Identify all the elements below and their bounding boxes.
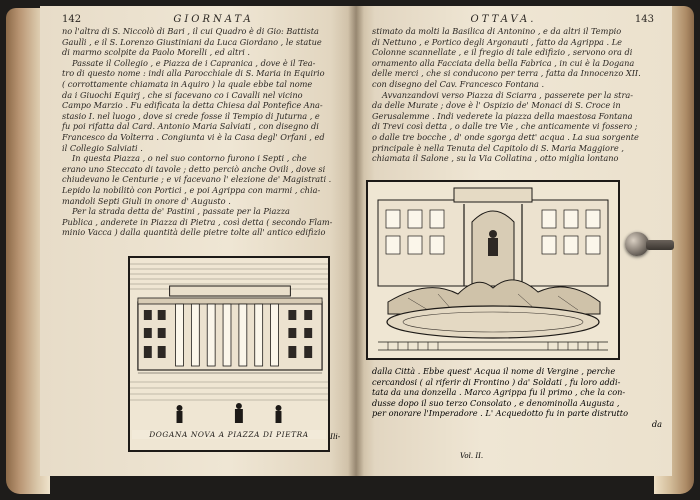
left-line: Passate il Collegio , e Piazza de i Capranica , dove è il Tea-: [72, 57, 316, 68]
right-body-text: [372, 26, 654, 164]
right-line: con disegno del Cav. Francesco Fontana .: [372, 78, 545, 89]
left-line: Lepido la nobilitò con Portici , e poi Agrippa con marmi , chia-: [62, 184, 321, 195]
left-line: Gaulli , e il S. Lorenzo Giustiniani da Luca Giordano , le statue: [62, 36, 322, 47]
right-running-head: [372, 14, 654, 25]
right-line: per onorare l'Imperadore . L' Acquedotto fu in parte distrutto: [372, 408, 629, 419]
left-line: il Collegio Salviati .: [62, 142, 143, 153]
left-line: di marmo scolpite da Paolo Morelli , ed altri .: [62, 47, 251, 58]
left-body-text: [62, 26, 346, 238]
left-line: mandoli Septi Giuli in onore d' Augusto .: [62, 195, 231, 206]
left-head-title: GIORNATA: [173, 14, 254, 25]
right-line: Colonne scannellate , e il fregio di tale edifizio , servono ora di: [372, 47, 633, 58]
right-line: tata da una donzella . Marco Agrippa fu il primo , che la con-: [372, 387, 626, 398]
right-page-number: 143: [634, 14, 654, 25]
right-head-title: OTTAVA.: [470, 14, 537, 25]
right-line: chiamata il Salone , su la Via Collatina , otto miglia lontano: [372, 153, 619, 164]
left-line: fu poi rifatta dal Card. Antonio Maria Salviati , con disegno di: [62, 121, 319, 132]
right-line: stimato da molti la Basilica di Antonino , e da altri il Tempio: [372, 26, 622, 36]
right-line: cercandosi ( al riferir di Frontino ) da' Soldati , fu loro addi-: [372, 376, 621, 387]
left-page-number: 142: [62, 14, 82, 25]
right-line: ornamento alla Facciata della bella Fabrica , in cui è la Dogana: [372, 57, 635, 68]
left-line: tro di questo nome : indi alla Parocchiale di S. Maria in Equirio: [62, 68, 325, 79]
right-line: da: [651, 418, 662, 429]
right-line: dusse dopo il suo terzo Consolato , e denominolla Augusta ,: [372, 397, 620, 408]
left-line: minio Vacca ) dalla quantità delle pietre tolte all' antico edifizio: [62, 227, 326, 238]
left-line: erano uno Steccato di tavole ; detto perciò anche Ovili , dove si: [62, 163, 326, 174]
right-line: da delle Murate ; dove è l' Ospizio de' Monaci di S. Croce in: [372, 100, 621, 111]
right-line: delle merci , che si conducono per terra , fatta da Innocenzo XII.: [372, 68, 641, 79]
left-line: da i Giuochi Equirj , che si facevano co i Cavalli nel vicino: [62, 89, 303, 100]
woodcut-dogana-illustration: [128, 256, 330, 452]
right-signature-mark: Vol. II.: [460, 452, 484, 460]
left-line: stasio I. nel luogo , dove si crede fosse il Tempio di Juturna , e: [62, 110, 320, 121]
right-line: o dalle tre bocche , d' onde sgorga dett' acqua . La sua sorgente: [372, 131, 639, 142]
clasp-bar: [646, 240, 674, 250]
left-line: Campo Marzio . Fu edificata la detta Chiesa dal Pontefice Ana-: [62, 100, 323, 111]
right-line: Avvanzandovi verso Piazza di Sciarra , passerete per la stra-: [382, 89, 634, 100]
right-line: di Nettuno , e Portico degli Argonauti , fatto da Agrippa . Le: [372, 36, 623, 47]
left-line: Per la strada detta de' Pastini , passate per la Piazza: [72, 206, 290, 217]
left-line: no l'altra di S. Niccolò di Bari , il cui Quadro è di Gio: Battista: [62, 26, 319, 36]
left-line: Francesco da Volterra . Congiunta vi è la Casa degl' Orfani , ed: [62, 131, 325, 142]
book-gutter: [348, 6, 364, 476]
right-line: di Trevi così detta , o dalle tre Vie , che anticamente vi fossero ;: [372, 121, 638, 132]
right-line: Gerusalemme . Indi vederete la piazza della maestosa Fontana: [372, 110, 633, 121]
left-running-head: [62, 14, 346, 25]
left-line: Publica , anderete in Piazza di Pietra , così detta ( secondo Flam-: [62, 216, 333, 227]
woodcut-trevi-fountain-illustration: [366, 180, 620, 360]
right-line: dalla Città . Ebbe quest' Acqua il nome di Vergine , perche: [372, 366, 616, 376]
left-line: chiudevano le Centurie ; e vi facevano l' elezione de' Magistrati .: [62, 174, 332, 185]
right-body-text-after-woodcut: [372, 366, 662, 430]
left-line: ( corrottamente chiamata in Aquiro ) la quale ebbe tal nome: [62, 78, 313, 89]
woodcut-dogana-caption: DOGANA NOVA A PIAZZA DI PIETRA: [132, 430, 326, 439]
left-catchword: Ili-: [330, 432, 341, 441]
left-line: In questa Piazza , o nel suo contorno furono i Septi , che: [72, 153, 307, 164]
right-line: principale è nella Tenuta del Capitolo di S. Maria Maggiore ,: [372, 142, 624, 153]
